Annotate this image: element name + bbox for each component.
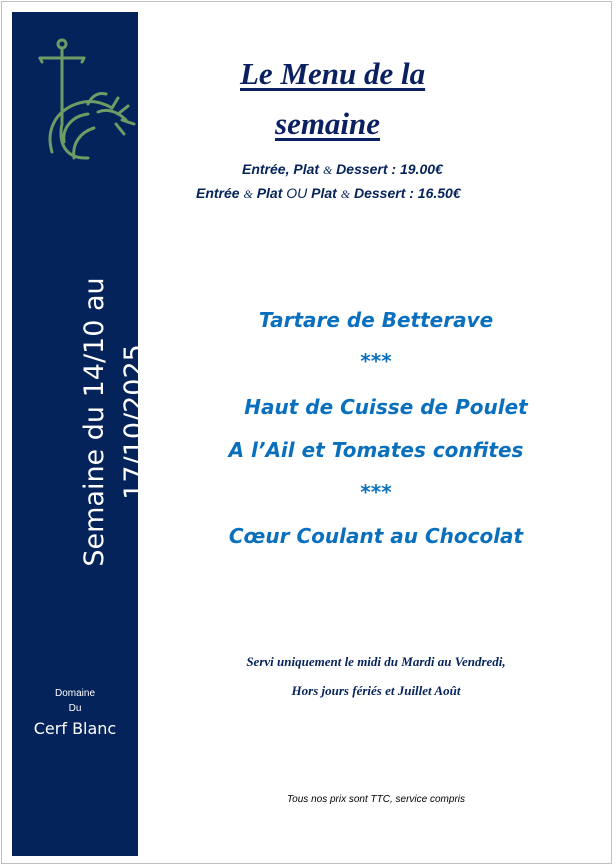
price-ou: OU	[286, 185, 308, 201]
brand	[12, 686, 138, 740]
menu-separator-1: ***	[360, 349, 392, 373]
price-amp: &	[322, 163, 333, 177]
tax-note: Tous nos prix sont TTC, service compris	[286, 794, 466, 805]
price-plat: Plat	[311, 185, 337, 201]
price-line-1	[242, 161, 443, 178]
sidebar	[12, 12, 150, 856]
price-plat: Plat	[293, 161, 320, 177]
brand-name: Cerf Blanc	[33, 719, 117, 738]
price-dessert-16: Dessert : 16.50€	[353, 185, 461, 201]
week-line-1: Semaine du 14/10 au	[79, 277, 110, 567]
price-entree: Entrée,	[242, 161, 290, 177]
week-line-2: 17/10/2025	[119, 344, 150, 500]
price-plat: Plat	[256, 185, 283, 201]
brand-line-2: Du	[68, 703, 82, 714]
price-line-2	[196, 185, 461, 202]
price-entree: Entrée	[196, 185, 240, 201]
brand-line-1: Domaine	[54, 688, 96, 699]
price-dessert-19: Dessert : 19.00€	[336, 161, 443, 177]
page-title-line-1: Le Menu de la	[240, 56, 426, 91]
menu-starter: Tartare de Betterave	[258, 308, 494, 332]
service-note-line-1: Servi uniquement le midi du Mardi au Vendredi,	[246, 654, 506, 669]
service-note-line-2: Hors jours fériés et Juillet Août	[291, 683, 461, 698]
price-amp: &	[243, 187, 253, 201]
menu-dessert: Cœur Coulant au Chocolat	[228, 524, 524, 548]
menu-separator-2: ***	[360, 480, 392, 504]
menu-main-line-2: A l’Ail et Tomates confites	[228, 438, 524, 462]
menu-main-line-1: Haut de Cuisse de Poulet	[244, 395, 528, 419]
deer-sword-logo	[28, 24, 138, 164]
price-amp: &	[340, 187, 351, 201]
page-title-line-2: semaine	[275, 106, 381, 141]
